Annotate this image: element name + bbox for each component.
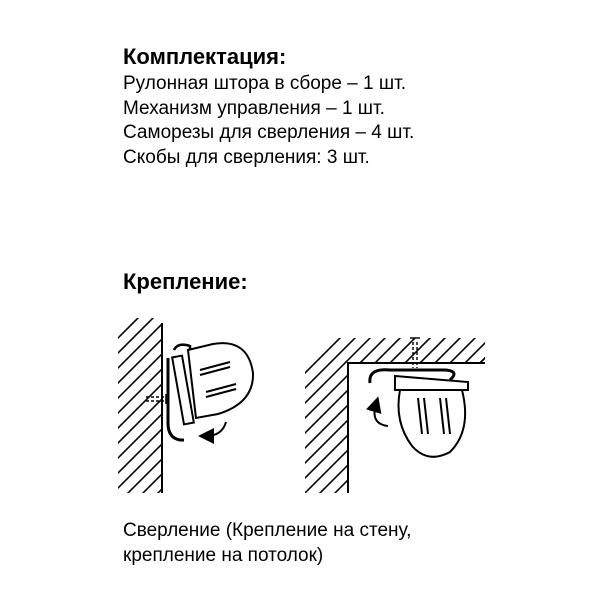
mounting-caption-line2: крепление на потолок) (123, 545, 324, 566)
rotate-arrow-icon (206, 422, 226, 436)
wall-mount-diagram (118, 318, 268, 493)
mounting-caption-line1: Сверление (Крепление на стену, (123, 520, 412, 541)
mounting-caption (123, 518, 411, 568)
kit-item-control-mechanism: Механизм управления – 1 шт. (123, 97, 385, 119)
ceiling-mount-diagram (300, 318, 485, 493)
rotate-arrow-icon (375, 404, 389, 426)
kit-list (123, 72, 414, 170)
kit-item-roller-blind: Рулонная штора в сборе – 1 шт. (123, 73, 406, 94)
mounting-title: Крепление: (123, 269, 248, 294)
wall-hatching (118, 318, 168, 493)
kit-title: Комплектация: (123, 44, 287, 69)
kit-item-brackets: Скобы для сверления: 3 шт. (123, 146, 370, 168)
roller-blind-body (395, 376, 468, 457)
kit-item-screws: Саморезы для сверления – 4 шт. (123, 122, 415, 143)
roller-blind-body (172, 343, 253, 424)
